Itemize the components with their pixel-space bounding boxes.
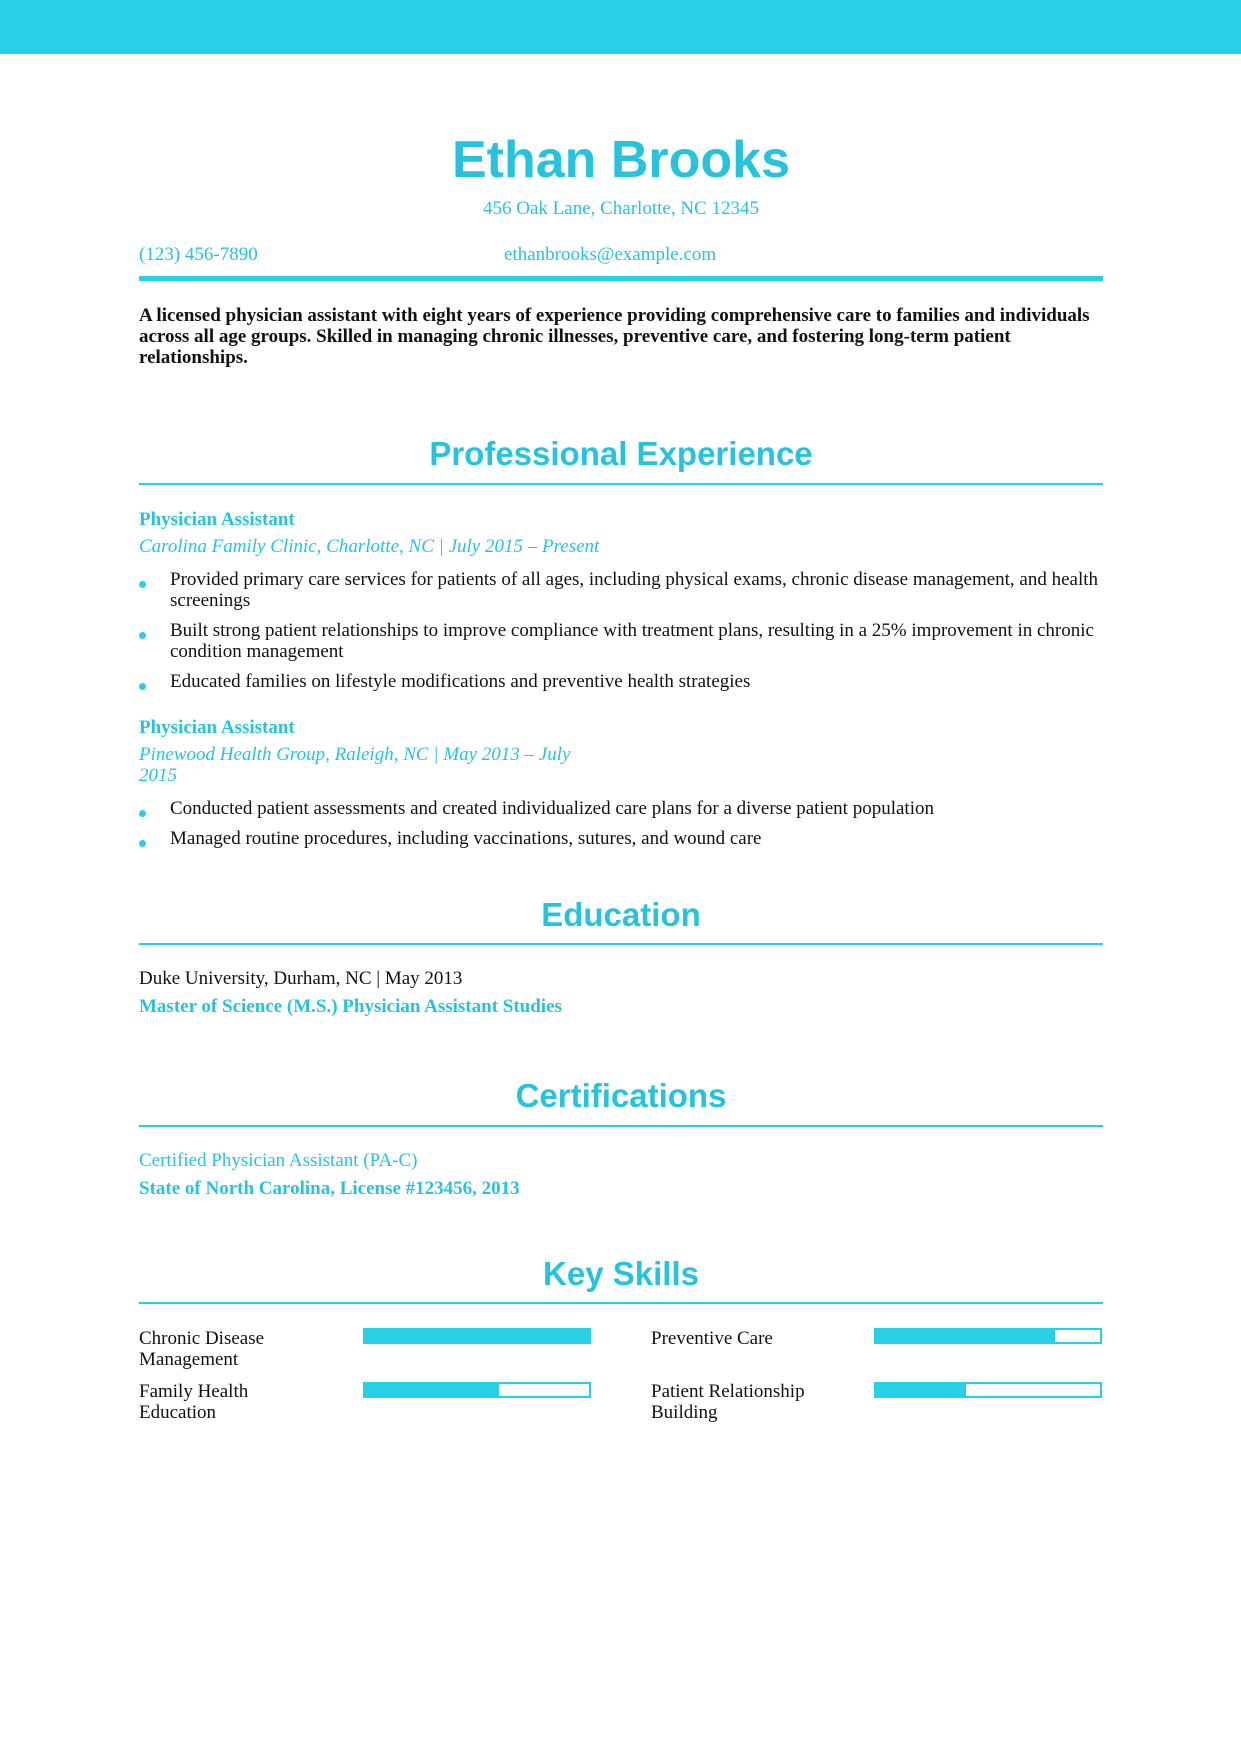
bullet-item: Educated families on lifestyle modifications and preventive health strategies: [139, 671, 1103, 692]
skill-level-bar: [874, 1382, 1102, 1398]
top-accent-bar: [0, 0, 1241, 54]
skill-label: Chronic Disease Management: [139, 1328, 265, 1370]
skill-label: Patient Relationship Building: [651, 1381, 805, 1423]
job-bullets: [139, 798, 1103, 858]
certification-name: Certified Physician Assistant (PA-C): [139, 1150, 418, 1171]
bullet-dot: [139, 632, 146, 639]
skill-level-fill: [365, 1384, 499, 1396]
certifications-heading: Certifications: [515, 1077, 727, 1114]
job-bullets: [139, 569, 1103, 701]
email: ethanbrooks@example.com: [504, 244, 717, 265]
skill-level-bar: [363, 1328, 591, 1344]
degree: Master of Science (M.S.) Physician Assistant Studies: [139, 996, 562, 1017]
bullet-item: Managed routine procedures, including vaccinations, sutures, and wound care: [139, 828, 1103, 849]
skill-label: Preventive Care: [651, 1328, 773, 1349]
candidate-name: Ethan Brooks: [451, 131, 791, 189]
bullet-item: Built strong patient relationships to improve compliance with treatment plans, resulting in a 25% improvement in chronic condition management: [139, 620, 1103, 662]
skill-level-fill: [876, 1384, 966, 1396]
experience-heading: Professional Experience: [429, 435, 813, 472]
job-title: Physician Assistant: [139, 717, 295, 738]
skill-level-fill: [876, 1330, 1055, 1342]
contact-row: [139, 242, 1103, 268]
job-subtitle: Pinewood Health Group, Raleigh, NC | May 2013 – July 2015: [139, 744, 571, 786]
skill-label: Family Health Education: [139, 1381, 249, 1423]
skills-heading: Key Skills: [543, 1255, 699, 1292]
skill-level-bar: [874, 1328, 1102, 1344]
bullet-dot: [139, 840, 146, 847]
bullet-item: Provided primary care services for patients of all ages, including physical exams, chronic disease management, and health screenings: [139, 569, 1103, 611]
certification-detail: State of North Carolina, License #123456, 2013: [139, 1178, 520, 1199]
job-subtitle: Carolina Family Clinic, Charlotte, NC | July 2015 – Present: [139, 536, 600, 557]
skill-level-fill: [365, 1330, 589, 1342]
job-title: Physician Assistant: [139, 509, 295, 530]
education-divider: [139, 943, 1103, 945]
header-divider: [139, 276, 1103, 281]
bullet-dot: [139, 810, 146, 817]
phone: (123) 456-7890: [139, 244, 258, 265]
bullet-dot: [139, 683, 146, 690]
school: Duke University, Durham, NC | May 2013: [139, 968, 463, 989]
summary: A licensed physician assistant with eight years of experience providing comprehensive care to families and individuals across all age groups. Skilled in managing chronic illnesses, preventive care, and fostering long-term patient relationships.: [139, 305, 1090, 368]
skill-level-bar: [363, 1382, 591, 1398]
bullet-item: Conducted patient assessments and created individualized care plans for a diverse patient population: [139, 798, 1103, 819]
education-heading: Education: [541, 896, 701, 933]
bullet-dot: [139, 581, 146, 588]
skills-divider: [139, 1302, 1103, 1304]
experience-divider: [139, 483, 1103, 485]
certifications-divider: [139, 1125, 1103, 1127]
address: 456 Oak Lane, Charlotte, NC 12345: [483, 198, 759, 219]
